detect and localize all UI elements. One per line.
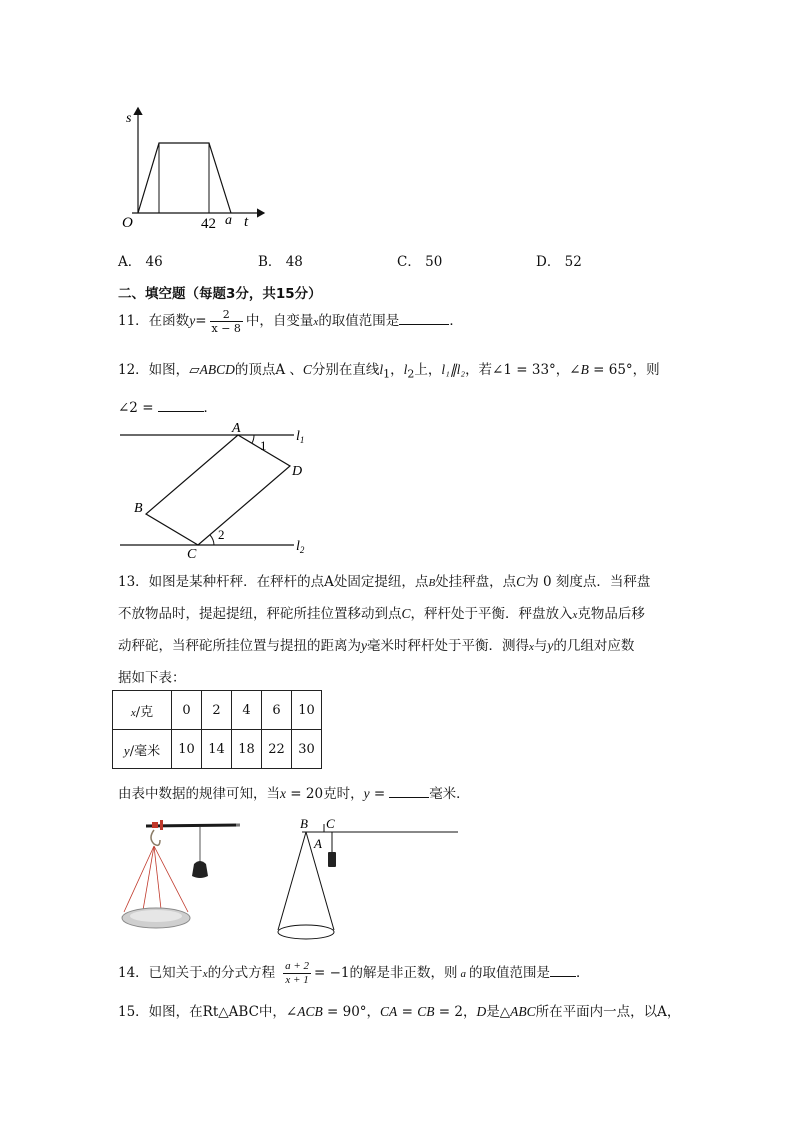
- vertex-d: D: [292, 464, 303, 479]
- var-l1: l: [379, 362, 384, 377]
- table-header-cell: [113, 691, 172, 730]
- q13-text: 动秤砣，当秤砣所挂位置与提扭的距离为: [118, 638, 361, 654]
- var-abc: ABC: [510, 1004, 536, 1019]
- pan-string-3: [154, 846, 162, 918]
- graph-path: [138, 143, 231, 213]
- q13-text: 的几组对应数: [553, 638, 635, 654]
- q15-text: = 90°，: [322, 1004, 381, 1020]
- option-value: 48: [285, 254, 303, 270]
- question-11: [118, 308, 463, 335]
- label-c: C: [326, 816, 335, 831]
- subscript: 2: [407, 367, 415, 381]
- question-13-line3: [118, 634, 634, 654]
- q12-text: ，若∠1 = 33°，∠: [465, 362, 581, 378]
- q13-text: =: [369, 786, 386, 802]
- fraction-denominator: x − 8: [211, 322, 241, 335]
- table-cell: 30: [292, 730, 322, 769]
- q15-text: =: [397, 1004, 418, 1020]
- hook-icon: [151, 830, 160, 845]
- fraction-numerator: a + 2: [285, 960, 310, 972]
- q14-text: 的分式方程: [207, 965, 276, 981]
- q10-option-d[interactable]: [536, 250, 582, 270]
- separator: ，: [390, 362, 404, 378]
- answer-blank[interactable]: [399, 312, 449, 325]
- q12-text: 分别在直线: [311, 362, 380, 378]
- var-cb: CB: [417, 1004, 435, 1019]
- option-letter: A．: [118, 254, 142, 270]
- table-cell: 10: [292, 691, 322, 730]
- table-cell: 0: [172, 691, 202, 730]
- option-value: 50: [425, 254, 443, 270]
- option-value: 46: [145, 254, 163, 270]
- cone-base: [278, 925, 334, 939]
- q11-mid: 中，自变量: [245, 313, 314, 329]
- vertex-c: C: [187, 547, 197, 560]
- var-y: y: [189, 313, 196, 328]
- q13-text: 与: [533, 638, 548, 654]
- answer-blank[interactable]: [550, 964, 576, 977]
- beam-marker-red-2: [160, 820, 163, 830]
- fraction-denominator: x + 1: [285, 974, 309, 986]
- option-letter: D．: [536, 254, 561, 270]
- angle-2-label: 2: [218, 527, 225, 542]
- var-x: x: [130, 706, 136, 719]
- q13-text: 处挂秤盘，点: [435, 574, 517, 590]
- var-a: a: [460, 968, 467, 980]
- var-y: y: [547, 638, 554, 653]
- q12-end: ．: [203, 400, 218, 416]
- label-l2: $l_2$: [296, 539, 305, 555]
- origin-label: O: [122, 215, 133, 231]
- var-x: x: [529, 641, 534, 653]
- question-13-line1: [118, 570, 650, 590]
- var-l2: l: [403, 362, 408, 377]
- angle-1-arc: [252, 435, 254, 443]
- q13-text: 为 0 刻度点．当秤盘: [525, 574, 651, 590]
- q12-text: ∠2 =: [118, 400, 154, 416]
- counterweight: [328, 852, 336, 867]
- pan-string-2: [154, 846, 188, 912]
- pan-string-4: [142, 846, 154, 916]
- parallelogram-symbol: ▱: [189, 362, 200, 378]
- cone-left: [278, 832, 306, 930]
- table-cell: 22: [262, 730, 292, 769]
- q13-text: ，秤杆处于平衡．秤盘放入: [410, 606, 573, 622]
- q10-option-a[interactable]: [118, 250, 163, 270]
- steelyard-schematic: [272, 812, 462, 948]
- q12-text: 12．如图，: [118, 362, 190, 378]
- beam-marker-red: [152, 822, 158, 828]
- q12-text: 上，: [414, 362, 442, 378]
- pan-string-1: [124, 846, 154, 912]
- var-x: x: [280, 786, 286, 801]
- q14-text: = −1的解是非正数，则: [314, 965, 458, 981]
- table-cell: 14: [202, 730, 232, 769]
- axis-label-s: s: [126, 111, 132, 126]
- q12-text: 的顶点A 、: [234, 362, 303, 378]
- answer-blank[interactable]: [158, 399, 204, 412]
- q13-text: 毫米．: [429, 786, 470, 802]
- q15-text: 所在平面内一点，以A，: [535, 1004, 681, 1020]
- var-c: C: [302, 362, 312, 377]
- var-x: x: [202, 968, 208, 980]
- question-14: [118, 960, 590, 987]
- unit: /克: [135, 704, 154, 720]
- table-row: [113, 730, 322, 769]
- q13-text: 由表中数据的规律可知，当: [118, 786, 280, 802]
- q15-text: = 2，: [434, 1004, 477, 1020]
- var-ca: CA: [380, 1004, 398, 1019]
- var-d: D: [476, 1004, 487, 1019]
- table-row: [113, 691, 322, 730]
- table-cell: 10: [172, 730, 202, 769]
- var-x: x: [313, 316, 319, 328]
- table-cell: 6: [262, 691, 292, 730]
- question-13-line2: [118, 602, 645, 622]
- q15-text: 是△: [486, 1004, 511, 1020]
- vertex-b: B: [134, 501, 143, 516]
- var-c: C: [401, 606, 411, 621]
- q11-prefix: 11．在函数: [118, 313, 190, 329]
- var-abcd: ABCD: [199, 362, 235, 377]
- label-l1: $l_1$: [296, 429, 305, 445]
- q13-text: 克物品后移: [577, 606, 645, 622]
- q13-text: = 20克时，: [286, 786, 364, 802]
- axis-label-t: t: [244, 214, 249, 230]
- var-x: x: [572, 609, 578, 621]
- var-c: C: [516, 574, 526, 589]
- label-a: A: [314, 836, 322, 851]
- var-y: y: [363, 786, 370, 801]
- q11-end: ．: [449, 313, 463, 329]
- q14-text: 14．已知关于: [118, 965, 203, 981]
- var-y: y: [361, 638, 367, 653]
- q10-distance-time-graph: [112, 100, 272, 240]
- question-15: [118, 1000, 680, 1020]
- table-header-cell: [113, 730, 172, 769]
- table-cell: 4: [232, 691, 262, 730]
- q12-parallelogram-figure: [112, 418, 322, 560]
- fraction: [283, 960, 311, 987]
- tick-label-42: 42: [201, 216, 216, 232]
- q13-text: 毫米时秤杆处于平衡．测得: [367, 638, 529, 654]
- var-acb: ACB: [297, 1004, 323, 1019]
- fraction: [210, 308, 243, 335]
- counterweight: [192, 861, 208, 878]
- q14-end: ．: [576, 965, 590, 981]
- q10-option-c[interactable]: [397, 250, 442, 270]
- subscript: 1: [383, 367, 391, 381]
- option-letter: B．: [258, 254, 282, 270]
- q13-text: 不放物品时，提起提纽，秤砣所挂位置移动到点: [118, 606, 402, 622]
- q12-text: = 65°，则: [588, 362, 660, 378]
- question-12-line1: [118, 358, 660, 381]
- q15-text: 15．如图，在Rt△ABC中，∠: [118, 1004, 298, 1020]
- tick-label-a: a: [225, 213, 232, 228]
- scale-pan-inner: [130, 910, 182, 922]
- angle-1-label: 1: [260, 438, 267, 453]
- q14-text: 的取值范围是: [469, 965, 551, 981]
- var-b: B: [428, 577, 436, 589]
- table-cell: 18: [232, 730, 262, 769]
- answer-blank[interactable]: [389, 785, 429, 798]
- angle-2-arc: [210, 535, 214, 545]
- vertex-a: A: [232, 421, 241, 436]
- option-letter: C．: [397, 254, 421, 270]
- q13-data-table: [112, 690, 322, 769]
- var-y: y: [123, 742, 130, 758]
- question-12-line2: [118, 396, 217, 416]
- fraction-numerator: 2: [210, 308, 243, 322]
- section-title: 二、填空题（每题3分，共15分）: [118, 286, 322, 302]
- question-13-line4: 据如下表：: [118, 670, 186, 686]
- option-value: 52: [564, 254, 582, 270]
- question-13-after-table: [118, 782, 470, 802]
- steelyard-photo: [112, 812, 252, 942]
- parallel-expression: l₁∥l₂: [441, 362, 466, 377]
- var-b: B: [580, 362, 589, 377]
- q13-text: 13．如图是某种杆秤．在秤杆的点A处固定提纽，点: [118, 574, 429, 590]
- q10-option-b[interactable]: [258, 250, 303, 270]
- equals: =: [195, 313, 207, 329]
- label-b: B: [300, 816, 308, 831]
- q11-suffix: 的取值范围是: [318, 313, 400, 329]
- table-cell: 2: [202, 691, 232, 730]
- unit: /毫米: [129, 743, 161, 759]
